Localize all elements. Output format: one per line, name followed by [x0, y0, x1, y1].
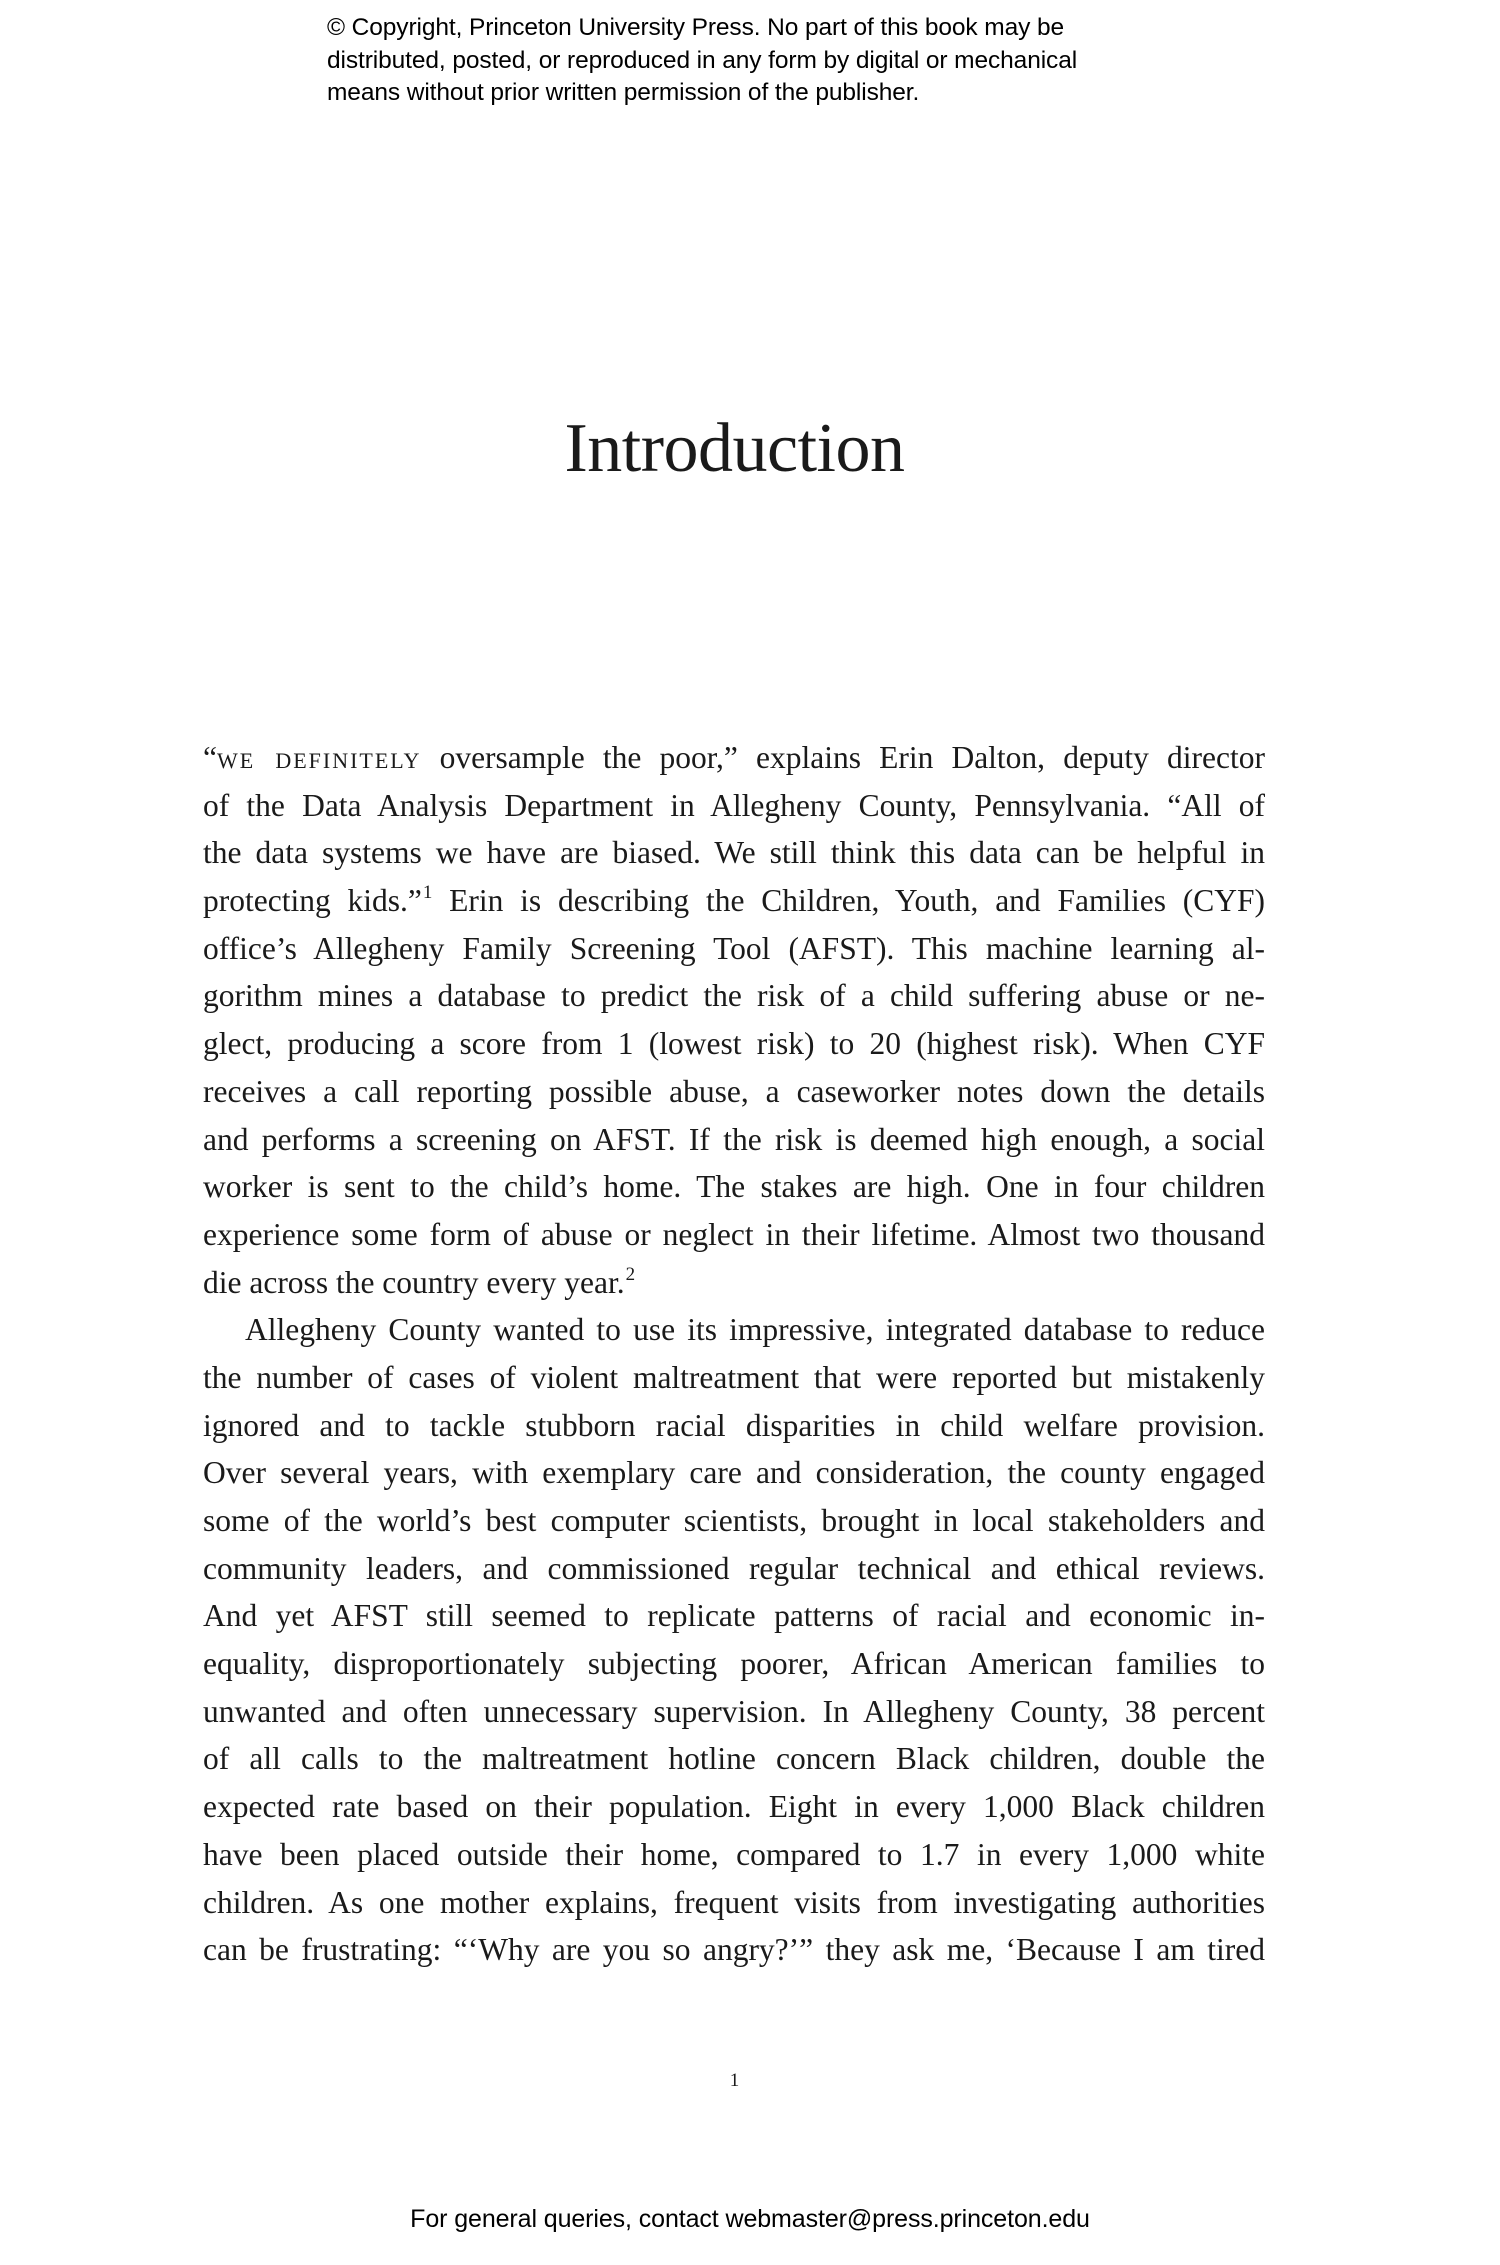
text-line: unwanted and often unnecessary supervision. In Allegheny County, 38 percent	[203, 1693, 1265, 1729]
footer-contact: For general queries, contact webmaster@press.princeton.edu	[410, 2205, 1090, 2233]
text-line: office’s Allegheny Family Screening Tool (AFST). This machine learning al-	[203, 930, 1265, 966]
text-line: can be frustrating: “‘Why are you so angry?’” they ask me, ‘Because I am tired	[203, 1932, 1265, 1968]
text-line: some of the world’s best computer scientists, brought in local stakeholders and	[203, 1503, 1265, 1538]
text-line: the number of cases of violent maltreatment that were reported but mistakenly	[203, 1359, 1265, 1395]
text-line: expected rate based on their population. Eight in every 1,000 Black children	[203, 1789, 1265, 1825]
text-line: Allegheny County wanted to use its impressive, integrated database to reduce	[245, 1312, 1265, 1348]
text-line: And yet AFST still seemed to replicate patterns of racial and economic in-	[203, 1598, 1265, 1634]
text-line: worker is sent to the child’s home. The stakes are high. One in four children	[203, 1169, 1265, 1205]
chapter-title: Introduction	[564, 410, 905, 487]
paragraph-2	[203, 1306, 1265, 1974]
open-quote: “	[203, 740, 217, 775]
text-line: have been placed outside their home, compared to 1.7 in every 1,000 white	[203, 1836, 1265, 1872]
text-line: the data systems we have are biased. We still think this data can be helpful in	[203, 835, 1265, 871]
text-line: Over several years, with exemplary care and consideration, the county engaged	[203, 1455, 1265, 1491]
copyright-line: © Copyright, Princeton University Press. No part of this book may be	[327, 14, 1065, 41]
footnote-ref-1[interactable]: 1	[422, 882, 433, 904]
footnote-ref-2[interactable]: 2	[625, 1263, 636, 1285]
text-line: die across the country every year.$^2$	[203, 1263, 636, 1300]
text-line: of all calls to the maltreatment hotline concern Black children, double the	[203, 1741, 1265, 1777]
paragraph-1	[203, 734, 1265, 1306]
text-line: children. As one mother explains, frequent visits from investigating authorities	[203, 1884, 1265, 1920]
body-text	[203, 734, 1265, 1974]
text-line: of the Data Analysis Department in Allegheny County, Pennsylvania. “All of	[203, 787, 1265, 823]
text-line: and performs a screening on AFST. If the risk is deemed high enough, a social	[203, 1121, 1265, 1157]
copyright-notice	[327, 12, 1227, 110]
text-line: receives a call reporting possible abuse, a caseworker notes down the details	[203, 1073, 1265, 1109]
text-line: equality, disproportionately subjecting poorer, African American families to	[203, 1646, 1265, 1682]
text-line: ignored and to tackle stubborn racial disparities in child welfare provision.	[203, 1407, 1265, 1443]
copyright-line: distributed, posted, or reproduced in any form by digital or mechanical	[327, 46, 1078, 74]
copyright-line: means without prior written permission of the publisher.	[327, 79, 920, 106]
text-line: gorithm mines a database to predict the risk of a child suffering abuse or ne-	[203, 978, 1265, 1014]
lead-smallcaps: we definitely	[216, 740, 422, 775]
text-line: glect, producing a score from 1 (lowest risk) to 20 (highest risk). When CYF	[203, 1026, 1265, 1062]
text-line: experience some form of abuse or neglect in their lifetime. Almost two thousand	[203, 1216, 1265, 1252]
text-line: “we definitely oversample the poor,” explains Erin Dalton, deputy director	[203, 740, 1265, 775]
page-number: 1	[729, 2070, 740, 2091]
text-line: community leaders, and commissioned regular technical and ethical reviews.	[203, 1550, 1265, 1586]
text-line: protecting kids.”$^1$ Erin is describing the Children, Youth, and Families (CYF)	[203, 882, 1265, 919]
